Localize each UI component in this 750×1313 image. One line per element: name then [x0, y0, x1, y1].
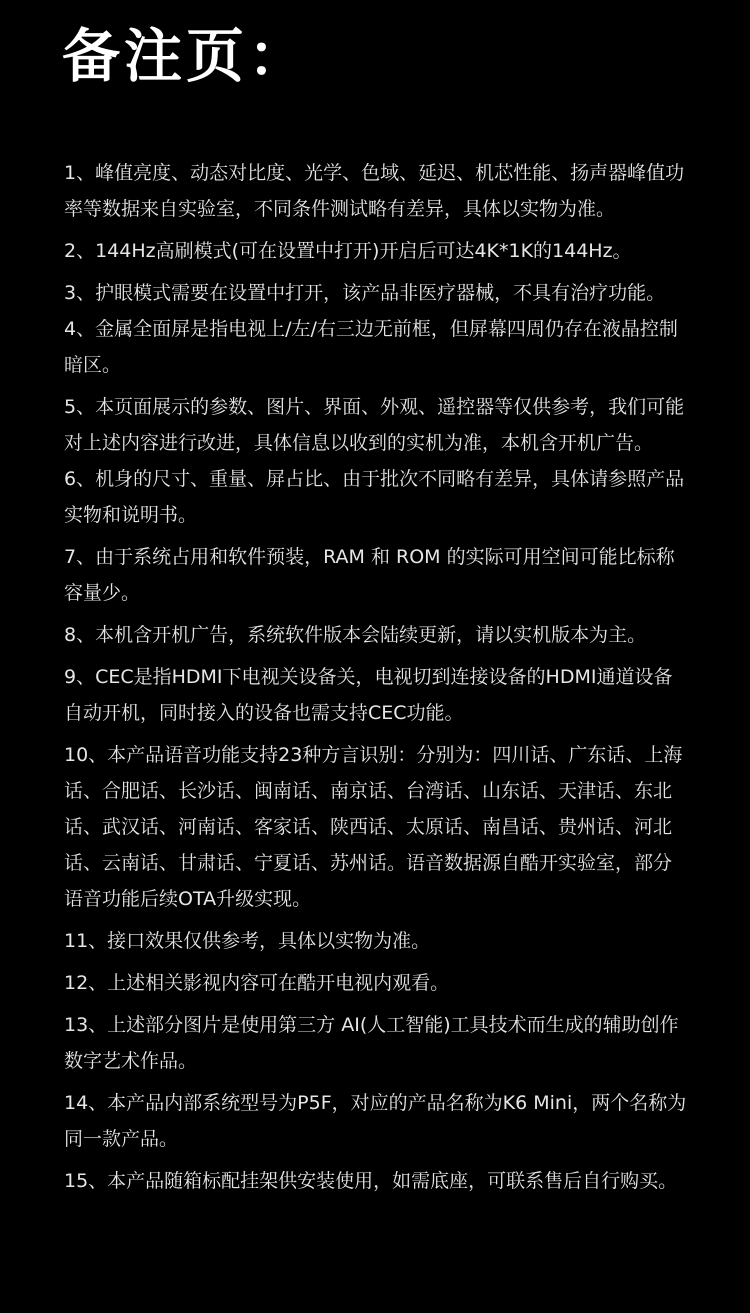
- note-item-3: 3、护眼模式需要在设置中打开，该产品非医疗器械，不具有治疗功能。: [64, 282, 666, 304]
- note-item-9: 9、CEC是指HDMI下电视关设备关，电视切到连接设备的HDMI通道设备自动开机，同时接入的设备也需支持CEC功能。: [64, 666, 673, 724]
- note-item-5: 5、本页面展示的参数、图片、界面、外观、遥控器等仅供参考，我们可能对上述内容进行改进，具体信息以收到的实机为准，本机含开机广告。: [64, 396, 685, 454]
- note-item-8: 8、本机含开机广告，系统软件版本会陆续更新，请以实机版本为主。: [64, 624, 647, 646]
- note-item-11: 11、接口效果仅供参考，具体以实物为准。: [64, 930, 431, 952]
- note-item-10: 10、本产品语音功能支持23种方言识别：分别为：四川话、广东话、上海话、合肥话、长沙话、闽南话、南京话、台湾话、山东话、天津话、东北话、武汉话、河南话、客家话、陕西话、太原话、南昌话、贵州话、河北话、云南话、甘肃话、宁夏话、苏州话。语音数据源自酷开实验室，部分语音功能后续OTA升级实现。: [64, 744, 683, 910]
- note-item-6: 6、机身的尺寸、重量、屏占比、由于批次不同略有差异，具体请参照产品实物和说明书。: [64, 468, 685, 526]
- note-item-15: 15、本产品随箱标配挂架供安装使用，如需底座，可联系售后自行购买。: [64, 1170, 678, 1192]
- note-item-12: 12、上述相关影视内容可在酷开电视内观看。: [64, 972, 450, 994]
- note-item-14: 14、本产品内部系统型号为P5F，对应的产品名称为K6 Mini，两个名称为同一款产品。: [64, 1092, 687, 1150]
- note-item-1: 1、峰值亮度、动态对比度、光学、色域、延迟、机芯性能、扬声器峰值功率等数据来自实验室，不同条件测试略有差异，具体以实物为准。: [64, 162, 685, 220]
- note-item-4: 4、金属全面屏是指电视上/左/右三边无前框，但屏幕四周仍存在液晶控制暗区。: [64, 318, 678, 376]
- notes-list: [64, 155, 690, 1205]
- note-item-13: 13、上述部分图片是使用第三方 AI(人工智能)工具技术而生成的辅助创作数字艺术作品。: [64, 1014, 679, 1072]
- page-title: 备注页：: [62, 22, 311, 90]
- note-item-7: 7、由于系统占用和软件预装，RAM 和 ROM 的实际可用空间可能比标称容量少。: [64, 546, 675, 604]
- note-item-2: 2、144Hz高刷模式(可在设置中打开)开启后可达4K*1K的144Hz。: [64, 240, 632, 262]
